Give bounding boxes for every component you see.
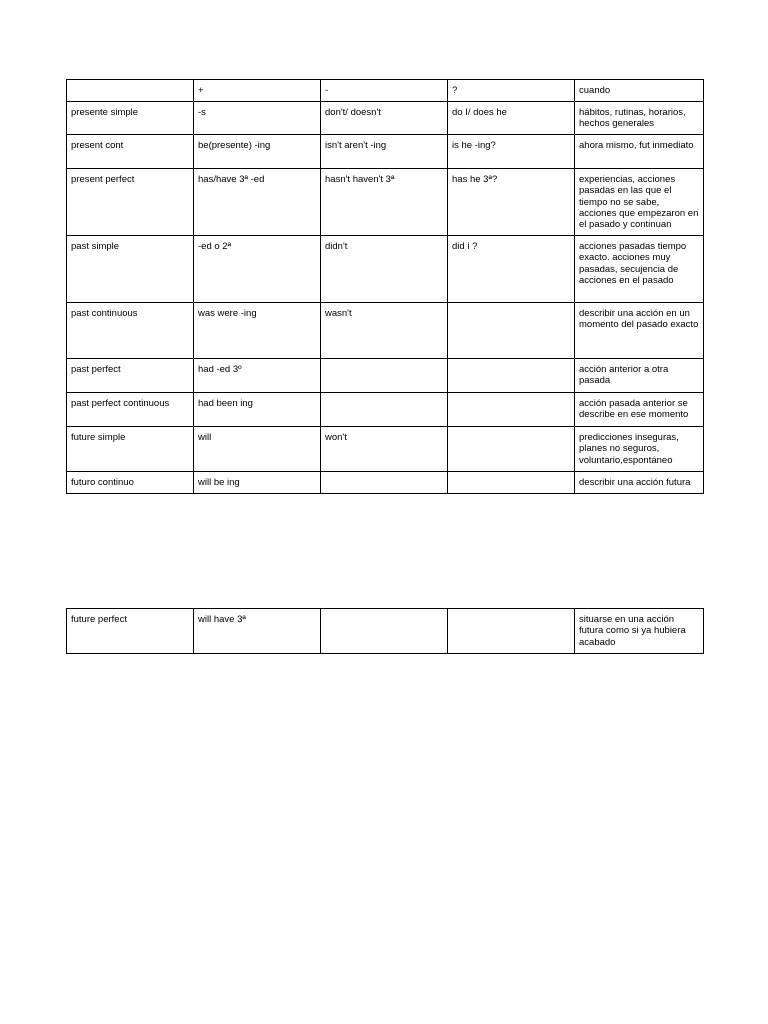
cell-question: is he -ing? bbox=[448, 134, 575, 168]
cell-affirmative: will have 3ª bbox=[194, 609, 321, 654]
cell-usage: experiencias, acciones pasadas en las que el tiempo no se sabe, acciones que empezaron en el pasado y continuan bbox=[575, 168, 704, 235]
cell-usage: describir una acción en un momento del pasado exacto bbox=[575, 302, 704, 358]
cell-question: do I/ does he bbox=[448, 102, 575, 135]
cell-tense: future perfect bbox=[67, 609, 194, 654]
cell-tense: past simple bbox=[67, 235, 194, 302]
table-row bbox=[67, 134, 704, 168]
table-row bbox=[67, 426, 704, 471]
cell-negative: don't/ doesn't bbox=[321, 102, 448, 135]
cell-question bbox=[448, 302, 575, 358]
cell-negative: - bbox=[321, 80, 448, 102]
cell-usage: acción pasada anterior se describe en ese momento bbox=[575, 392, 704, 426]
cell-usage: situarse en una acción futura como si ya hubiera acabado bbox=[575, 609, 704, 654]
cell-affirmative: -s bbox=[194, 102, 321, 135]
cell-question: ? bbox=[448, 80, 575, 102]
cell-question bbox=[448, 426, 575, 471]
cell-tense: present cont bbox=[67, 134, 194, 168]
cell-negative bbox=[321, 609, 448, 654]
cell-question: did i ? bbox=[448, 235, 575, 302]
cell-tense: past perfect continuous bbox=[67, 392, 194, 426]
cell-negative bbox=[321, 392, 448, 426]
table-row bbox=[67, 471, 704, 493]
tenses-table bbox=[66, 79, 704, 494]
table-row bbox=[67, 392, 704, 426]
cell-tense: futuro continuo bbox=[67, 471, 194, 493]
future-perfect-table bbox=[66, 608, 704, 654]
table-row bbox=[67, 102, 704, 135]
cell-affirmative: + bbox=[194, 80, 321, 102]
cell-usage: acciones pasadas tiempo exacto. acciones muy pasadas, secujencia de acciones en el pasado bbox=[575, 235, 704, 302]
cell-negative: isn't aren't -ing bbox=[321, 134, 448, 168]
cell-affirmative: -ed o 2ª bbox=[194, 235, 321, 302]
tenses-table-body bbox=[67, 80, 704, 494]
cell-tense: past perfect bbox=[67, 358, 194, 392]
cell-question bbox=[448, 358, 575, 392]
cell-negative bbox=[321, 471, 448, 493]
cell-tense: future simple bbox=[67, 426, 194, 471]
cell-usage: predicciones inseguras, planes no seguros, voluntario,espontáneo bbox=[575, 426, 704, 471]
future-perfect-table-body bbox=[67, 609, 704, 654]
cell-affirmative: had been ing bbox=[194, 392, 321, 426]
cell-tense: presente simple bbox=[67, 102, 194, 135]
cell-usage: cuando bbox=[575, 80, 704, 102]
cell-affirmative: will bbox=[194, 426, 321, 471]
cell-usage: describir una acción futura bbox=[575, 471, 704, 493]
cell-negative: wasn't bbox=[321, 302, 448, 358]
table-row bbox=[67, 358, 704, 392]
cell-affirmative: be(presente) -ing bbox=[194, 134, 321, 168]
cell-affirmative: was were -ing bbox=[194, 302, 321, 358]
cell-tense: past continuous bbox=[67, 302, 194, 358]
table-row bbox=[67, 302, 704, 358]
cell-tense: present perfect bbox=[67, 168, 194, 235]
cell-negative: didn't bbox=[321, 235, 448, 302]
cell-negative: hasn't haven't 3ª bbox=[321, 168, 448, 235]
table-row bbox=[67, 235, 704, 302]
table-row bbox=[67, 609, 704, 654]
cell-affirmative: had -ed 3º bbox=[194, 358, 321, 392]
cell-affirmative: will be ing bbox=[194, 471, 321, 493]
cell-affirmative: has/have 3ª -ed bbox=[194, 168, 321, 235]
header-row bbox=[67, 80, 704, 102]
cell-negative bbox=[321, 358, 448, 392]
cell-question bbox=[448, 471, 575, 493]
cell-negative: won't bbox=[321, 426, 448, 471]
cell-usage: ahora mismo, fut inmediato bbox=[575, 134, 704, 168]
cell-usage: acción anterior a otra pasada bbox=[575, 358, 704, 392]
table-row bbox=[67, 168, 704, 235]
cell-question: has he 3ª? bbox=[448, 168, 575, 235]
cell-tense bbox=[67, 80, 194, 102]
cell-question bbox=[448, 609, 575, 654]
cell-usage: hábitos, rutinas, horarios, hechos generales bbox=[575, 102, 704, 135]
cell-question bbox=[448, 392, 575, 426]
